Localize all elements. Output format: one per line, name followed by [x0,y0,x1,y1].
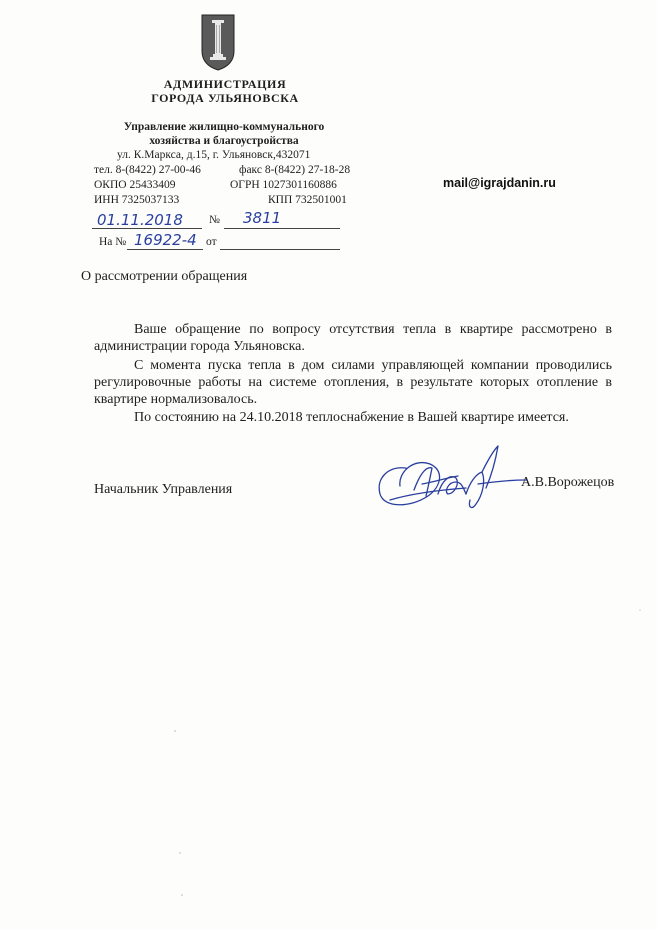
address: ул. К.Маркса, д.15, г. Ульяновск,432071 [117,149,311,161]
inn: ИНН 7325037133 [94,194,180,206]
reference-number: 16922-4 [134,231,197,249]
recipient-email: mail@igrajdanin.ru [443,176,556,190]
date-underline [92,228,202,229]
reference-label: На № [99,236,127,248]
fax: факс 8-(8422) 27-18-28 [239,164,351,176]
registration-date: 01.11.2018 [97,211,183,229]
org-name-line2: ГОРОДА УЛЬЯНОВСКА [151,91,299,105]
ogrn: ОГРН 1027301160886 [230,179,337,191]
registration-number: 3811 [243,209,282,227]
reference-underline [127,249,203,250]
department-name-line2: хозяйства и благоустройства [149,135,299,147]
number-label: № [209,214,220,226]
reference-date-underline [220,249,340,250]
body-paragraph-1: Ваше обращение по вопросу отсутствия тепла в квартире рассмотрено в администрации города Ульяновска. [94,322,612,354]
ulyanovsk-emblem-icon [198,13,238,71]
department-name-line1: Управление жилищно-коммунального [123,121,325,133]
letter-subject: О рассмотрении обращения [81,269,248,284]
org-name-line1: АДМИНИСТРАЦИЯ [163,77,287,91]
reference-from-label: от [206,236,217,248]
signatory-name: А.В.Ворожецов [521,475,615,490]
phone: тел. 8-(8422) 27-00-46 [94,164,201,176]
handwritten-signature [370,438,530,518]
number-underline [224,228,340,229]
body-paragraph-2: С момента пуска тепла в дом силами управляющей компании проводились регулировочные работы на системе отопления, в результате которых отопление в квартире нормализовалось. [94,358,612,407]
body-paragraph-3: По состоянию на 24.10.2018 теплоснабжение в Вашей квартире имеется. [134,410,569,425]
okpo: ОКПО 25433409 [94,179,176,191]
kpp: КПП 732501001 [268,194,347,206]
signatory-title: Начальник Управления [94,482,233,497]
